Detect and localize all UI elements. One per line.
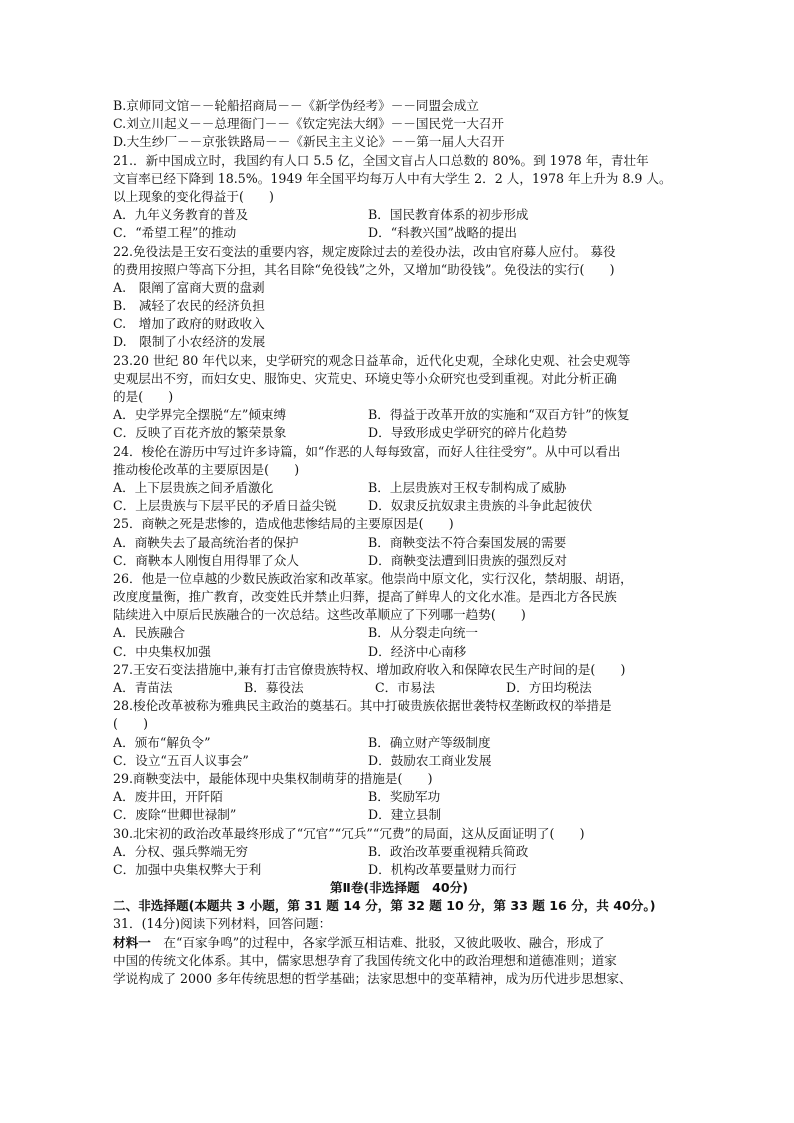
material-line — [113, 934, 685, 952]
question-stem: 28.梭伦改革被称为雅典民主政治的奠基石。其中打破贵族依据世袭特权垄断政权的举措是 — [113, 698, 612, 714]
question-stem: 21.．新中国成立时，我国约有人口 5.5 亿，全国文盲占人口总数的 80%。到 1978 年，青壮年 — [113, 152, 649, 168]
option-row — [113, 224, 685, 242]
option-b: B．上层贵族对王权专制构成了威胁 — [368, 479, 567, 495]
option-row — [113, 843, 685, 861]
option-row — [113, 479, 685, 497]
material-label: 材料一 — [113, 934, 151, 950]
question-stem: 改度度量衡，推广教育，改变姓氏并禁止归葬，提高了鲜卑人的文化水准。是西北方各民族 — [113, 589, 617, 605]
question-24 — [113, 443, 685, 516]
section-heading: 二、非选择题(本题共 3 小题，第 31 题 14 分，第 32 题 10 分，第 33 题 16 分，共 40分。) — [113, 898, 656, 914]
option-d: D. 限制了小农经济的发展 — [113, 334, 266, 350]
option-row — [113, 534, 685, 552]
option-d: D．导致形成史学研究的碎片化趋势 — [368, 425, 568, 441]
option-b: B．国民教育体系的初步形成 — [368, 207, 529, 223]
question-stem: 25．商鞅之死是悲惨的，造成他悲惨结局的主要原因是( ) — [113, 516, 454, 532]
option-d: D．鼓励农工商业发展 — [368, 752, 492, 768]
option-a: A．上下层贵族之间矛盾激化 — [113, 479, 274, 495]
question-stem: ( ) — [113, 716, 149, 732]
option-c: C．加强中央集权弊大于利 — [113, 861, 262, 877]
material-line: 中国的传统文化体系。其中，儒家思想孕育了我国传统文化中的政治理想和道德准则；道家 — [113, 952, 617, 968]
option-d: D．商鞅变法遭到旧贵族的强烈反对 — [368, 552, 568, 568]
option-b: B．商鞅变法不符合秦国发展的需要 — [368, 534, 567, 550]
question-stem: 31．(14分)阅读下列材料，回答问题： — [113, 916, 332, 932]
question-stem: 文盲率已经下降到 18.5%。1949 年全国平均每万人中有大学生 2．2 人，1978 年上升为 8.9 人。 — [113, 170, 672, 186]
option-a: A．分权、强兵弊端无穷 — [113, 843, 249, 859]
material-line: 学说构成了 2000 多年传统思想的哲学基础；法家思想中的变革精神，成为历代进步思想家、 — [113, 971, 632, 986]
option-c: C．市易法 — [375, 680, 436, 695]
option-d: D．建立县制 — [368, 807, 442, 823]
material-text: 在“百家争鸣”的过程中，各家学派互相诘难、批驳，又彼此吸收、融合，形成了 — [150, 934, 605, 950]
question-stem: 史观层出不穷，而妇女史、服饰史、灾荒史、环境史等小众研究也受到重视。对此分析正确 — [113, 370, 617, 386]
option-row — [113, 406, 685, 424]
option-row — [113, 861, 685, 879]
option-b: B．从分裂走向统一 — [368, 625, 479, 641]
question-31 — [113, 915, 685, 988]
option-row — [113, 552, 685, 570]
exam-page — [113, 97, 685, 988]
question-29 — [113, 770, 685, 825]
option-b: B．得益于改革开放的实施和“双百方针”的恢复 — [368, 407, 630, 423]
option-row — [113, 788, 685, 806]
option-row — [113, 734, 685, 752]
option-row — [113, 424, 685, 442]
question-30 — [113, 825, 685, 880]
option-b: B．奖励军功 — [368, 789, 441, 805]
question-stem: 22.免役法是王安石变法的重要内容，规定废除过去的差役办法，改由官府募人应付。 募役 — [113, 243, 616, 259]
question-27 — [113, 661, 685, 697]
option-line: C.刘立川起义－－总理衙门－－《钦定宪法大纲》－－国民党一大召开 — [113, 116, 505, 132]
option-row — [113, 806, 685, 824]
option-d: D．经济中心南移 — [368, 643, 467, 659]
question-28 — [113, 697, 685, 770]
question-26 — [113, 570, 685, 661]
option-row — [113, 752, 685, 770]
question-stem: 30.北宋初的政治改革最终形成了“冗官”“冗兵”“冗费”的局面，这从反面证明了( ) — [113, 825, 585, 841]
option-d: D．机构改革要量财力而行 — [368, 861, 517, 877]
option-line: B.京师同文馆－－轮船招商局－－《新学伪经考》－－同盟会成立 — [113, 98, 479, 113]
option-a: A．废井田，开阡陌 — [113, 789, 223, 805]
option-a: A．九年义务教育的普及 — [113, 207, 249, 223]
option-d: D．奴隶反抗奴隶主贵族的斗争此起彼伏 — [368, 498, 593, 514]
option-a: A．史学界完全摆脱“左”倾束缚 — [113, 407, 287, 423]
question-stem: 24．梭伦在游历中写过许多诗篇，如“作恶的人每每致富，而好人往往受穷”。从中可以看出 — [113, 443, 621, 459]
option-a: A．民族融合 — [113, 625, 186, 641]
question-stem: 29.商鞅变法中，最能体现中央集权制萌芽的措施是( ) — [113, 770, 433, 786]
question-22 — [113, 243, 685, 352]
option-c: C．商鞅本人刚愎自用得罪了众人 — [113, 552, 299, 568]
question-25 — [113, 515, 685, 570]
question-stem: 的费用按照户等高下分担，其名目除“免役钱”之外，又增加“助役钱”。免役法的实行( ) — [113, 261, 615, 277]
question-stem: 的是( ) — [113, 389, 174, 404]
option-c: C．中央集权加强 — [113, 643, 211, 659]
option-row — [113, 679, 685, 697]
option-b: B．募役法 — [244, 680, 304, 695]
option-c: C. 增加了政府的财政收入 — [113, 316, 265, 332]
option-a: A. 限阐了富商大贾的盘剥 — [113, 279, 265, 295]
option-d: D．方田均税法 — [506, 680, 592, 695]
option-row — [113, 497, 685, 515]
question-21 — [113, 152, 685, 243]
question-stem: 推动梭伦改革的主要原因是( ) — [113, 461, 300, 477]
option-a: A．青苗法 — [113, 680, 173, 695]
option-row — [113, 206, 685, 224]
option-a: A．商鞅失去了最高统治者的保护 — [113, 534, 299, 550]
question-stem: 27.王安石变法措施中,兼有打击官僚贵族特权、增加政府收入和保障农民生产时间的是( ) — [113, 661, 626, 677]
option-b: B．确立财产等级制度 — [368, 734, 491, 750]
option-c: C．“希望工程”的推动 — [113, 225, 237, 241]
option-c: C．废除“世卿世禄制” — [113, 807, 237, 823]
question-stem: 23.20 世纪 80 年代以来，史学研究的观念日益革命，近代化史观，全球化史观、社会史观等 — [113, 352, 631, 368]
option-d: D．“科教兴国”战略的提出 — [368, 225, 517, 241]
option-a: A．颁布“解负令” — [113, 734, 211, 750]
option-b: B．政治改革要重视精兵简政 — [368, 843, 529, 859]
option-c: C．设立“五百人议事会” — [113, 752, 249, 768]
option-line: D.大生纱厂－－京张铁路局－－《新民主主义论》－－第一届人大召开 — [113, 134, 505, 150]
option-row — [113, 624, 685, 642]
part-2-title: 第Ⅱ卷(非选择题 40分) — [329, 880, 469, 896]
question-stem: 26．他是一位卓越的少数民族政治家和改革家。他崇尚中原文化，实行汉化，禁胡服、胡语， — [113, 570, 633, 586]
option-c: C．上层贵族与下层平民的矛盾日益尖锐 — [113, 498, 337, 514]
question-23 — [113, 352, 685, 443]
question-stem: 陆续进入中原后民族融合的一次总结。这些改革顺应了下列哪一趋势( ) — [113, 607, 526, 623]
option-c: C．反映了百花齐放的繁荣景象 — [113, 425, 287, 441]
q20-options — [113, 97, 685, 152]
option-row — [113, 643, 685, 661]
option-b: B. 减轻了农民的经济负担 — [113, 298, 265, 314]
question-stem: 以上现象的变化得益于( ) — [113, 188, 274, 204]
